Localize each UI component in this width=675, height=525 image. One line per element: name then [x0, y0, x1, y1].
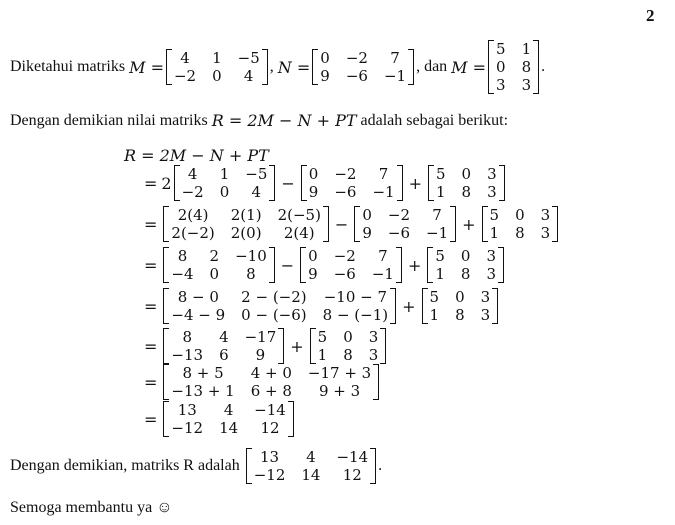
minus-sign: −	[281, 173, 295, 193]
matrix-cell: 2(4)	[177, 206, 209, 224]
matrix-grid	[252, 448, 370, 484]
matrix-cell: −2	[345, 49, 368, 67]
matrix-cell: 0	[212, 67, 222, 85]
matrix-cell: 0	[209, 265, 220, 283]
matrix-grid	[360, 206, 450, 242]
matrix-cell: 0	[343, 328, 353, 346]
plus-sign: +	[290, 336, 304, 356]
matrix-cell: 5	[496, 40, 506, 58]
step-7	[140, 401, 296, 437]
matrix-cell: −14	[336, 448, 369, 466]
matrix-cell: −12	[171, 419, 204, 437]
matrix-cell: 1	[521, 40, 532, 58]
matrix-cell: 9	[320, 67, 330, 85]
matrix-cell: 5	[429, 288, 440, 306]
matrix-cell: −4	[171, 265, 194, 283]
matrix-cell: 9	[255, 346, 266, 364]
matrix-cell: 0	[320, 49, 330, 67]
bracket-right	[269, 165, 275, 201]
matrix-cell: 7	[432, 206, 442, 224]
plus-sign: +	[408, 173, 422, 193]
given-prefix: Diketahui matriks	[10, 58, 126, 75]
matrix-cell: 4	[219, 328, 229, 346]
matrix-cell: 1	[212, 49, 222, 67]
label-m: M =	[129, 57, 164, 77]
matrix-cell: 2 − (−2)	[241, 288, 307, 306]
step-6-a	[163, 364, 379, 400]
matrix-cell: 3	[540, 206, 551, 224]
matrix-cell: −17	[244, 328, 277, 346]
matrix-cell: 6	[219, 346, 229, 364]
matrix-cell: 1	[435, 265, 445, 283]
matrix-cell: 9	[362, 224, 372, 242]
matrix-cell: 4 + 0	[250, 364, 292, 382]
matrix-cell: 2	[209, 247, 220, 265]
matrix-cell: 5	[489, 206, 500, 224]
page-number: 2	[646, 6, 655, 25]
matrix-cell: −6	[387, 224, 410, 242]
matrix-cell: 0	[461, 165, 472, 183]
matrix-grid	[318, 49, 408, 85]
bracket-right	[262, 49, 268, 85]
matrix-cell: 3	[487, 165, 497, 183]
coef: 2	[161, 173, 172, 193]
matrix-cell: −14	[254, 401, 286, 419]
matrix-grid	[169, 364, 373, 400]
step-2	[140, 206, 560, 242]
step-3-b	[300, 247, 402, 283]
matrix-grid	[169, 206, 323, 242]
matrix-cell: 14	[301, 466, 321, 484]
matrix-cell: −4 − 9	[171, 306, 226, 324]
step-6	[140, 364, 381, 400]
matrix-m2	[488, 40, 539, 94]
step-1	[140, 165, 507, 201]
closing-text: Semoga membantu ya ☺	[10, 499, 173, 516]
matrix-cell: 0	[219, 183, 230, 201]
matrix-cell: 3	[540, 224, 551, 242]
conclusion-line	[10, 448, 382, 484]
matrix-cell: 8	[461, 183, 472, 201]
matrix-cell: −1	[383, 67, 407, 85]
matrix-grid	[169, 247, 268, 283]
matrix-cell: 0	[362, 206, 372, 224]
step-3-a	[163, 247, 274, 283]
bracket-right	[533, 40, 539, 94]
matrix-cell: 1	[436, 183, 446, 201]
matrix-cell: 8 − (−1)	[322, 306, 389, 324]
step-3-c	[427, 247, 504, 283]
matrix-m	[166, 49, 268, 85]
matrix-grid	[316, 328, 381, 364]
matrix-cell: −2	[387, 206, 410, 224]
given-line	[10, 40, 545, 94]
minus-sign: −	[334, 214, 349, 234]
bracket-right	[373, 364, 379, 400]
bracket-right	[390, 288, 396, 324]
matrix-cell: 0	[460, 247, 471, 265]
conclusion-end: .	[378, 457, 383, 474]
matrix-cell: 7	[378, 165, 389, 183]
bracket-right	[450, 206, 456, 242]
matrix-cell: 4	[243, 67, 254, 85]
label-n: N =	[277, 57, 311, 77]
bracket-right	[499, 165, 505, 201]
matrix-cell: 8	[460, 265, 471, 283]
matrix-grid	[433, 247, 498, 283]
step-0	[124, 146, 269, 165]
step-3	[140, 247, 506, 283]
step-1-a	[174, 165, 276, 201]
matrix-cell: −2	[173, 67, 197, 85]
matrix-cell: 1	[489, 224, 500, 242]
matrix-cell: −1	[371, 265, 394, 283]
step-2-a	[163, 206, 329, 242]
matrix-cell: 7	[390, 49, 400, 67]
bracket-right	[269, 247, 275, 283]
eq-sign: =	[144, 214, 158, 234]
step-4	[140, 288, 500, 324]
matrix-cell: 0 − (−6)	[241, 306, 307, 324]
matrix-grid	[180, 165, 270, 201]
matrix-cell: −6	[333, 265, 356, 283]
matrix-grid	[434, 165, 499, 201]
matrix-cell: −6	[334, 183, 357, 201]
conclusion-prefix: Dengan demikian, matriks R adalah	[10, 457, 240, 474]
matrix-cell: 13	[260, 448, 280, 466]
bracket-right	[278, 328, 284, 364]
matrix-cell: −5	[245, 165, 268, 183]
statement-suffix: adalah sebagai berikut:	[360, 111, 509, 129]
matrix-grid	[172, 49, 262, 85]
matrix-n	[312, 49, 414, 85]
matrix-cell: 4	[180, 49, 190, 67]
plus-sign: +	[402, 296, 416, 316]
bracket-right	[396, 247, 402, 283]
step-5-a	[163, 328, 284, 364]
matrix-cell: 3	[521, 76, 532, 94]
step-5-c	[310, 328, 387, 364]
matrix-cell: 0	[308, 165, 319, 183]
matrix-cell: −5	[237, 49, 260, 67]
step-1-c	[428, 165, 505, 201]
matrix-cell: 13	[177, 401, 197, 419]
statement-prefix: Dengan demikian nilai matriks	[10, 111, 208, 129]
matrix-cell: 7	[378, 247, 388, 265]
matrix-cell: 2(4)	[283, 224, 315, 242]
matrix-cell: −2	[334, 165, 357, 183]
minus-sign: −	[280, 255, 295, 275]
matrix-grid	[488, 206, 553, 242]
matrix-cell: 8	[455, 306, 465, 324]
end-dot: .	[541, 58, 546, 75]
matrix-cell: −2	[181, 183, 204, 201]
matrix-cell: −13 + 1	[171, 382, 235, 400]
matrix-cell: 3	[368, 328, 379, 346]
matrix-cell: −10 − 7	[323, 288, 388, 306]
bracket-right	[370, 448, 376, 484]
matrix-cell: 5	[435, 247, 445, 265]
dan-text: , dan	[416, 58, 448, 75]
matrix-grid	[169, 288, 390, 324]
matrix-cell: −2	[333, 247, 356, 265]
bracket-right	[380, 328, 386, 364]
bracket-right	[288, 401, 294, 437]
bracket-right	[408, 49, 414, 85]
matrix-cell: 4	[251, 183, 262, 201]
matrix-cell: 8	[515, 224, 525, 242]
matrix-cell: 0	[515, 206, 525, 224]
matrix-cell: 8	[177, 247, 188, 265]
matrix-cell: 3	[487, 183, 497, 201]
matrix-cell: 0	[308, 247, 318, 265]
matrix-cell: −10	[235, 247, 267, 265]
matrix-cell: 12	[342, 466, 362, 484]
matrix-cell: 3	[368, 346, 379, 364]
matrix-grid	[307, 165, 397, 201]
eq-sign: =	[144, 409, 158, 429]
eq-sign: =	[144, 296, 158, 316]
eq-sign: =	[144, 336, 158, 356]
step-2-b	[354, 206, 456, 242]
matrix-cell: 0	[455, 288, 465, 306]
matrix-cell: 6 + 8	[250, 382, 292, 400]
matrix-grid	[169, 328, 278, 364]
matrix-cell: 9 + 3	[318, 382, 361, 400]
matrix-cell: 0	[496, 58, 506, 76]
matrix-cell: 8 − 0	[177, 288, 219, 306]
matrix-cell: 1	[429, 306, 440, 324]
matrix-cell: 2(1)	[230, 206, 262, 224]
matrix-cell: 2(−5)	[277, 206, 321, 224]
matrix-cell: 4	[223, 401, 234, 419]
comma: ,	[269, 58, 274, 75]
bracket-right	[498, 247, 504, 283]
matrix-cell: 3	[480, 288, 491, 306]
matrix-cell: 4	[306, 448, 316, 466]
matrix-cell: −12	[253, 466, 286, 484]
matrix-cell: 3	[486, 265, 496, 283]
statement-line	[10, 111, 508, 130]
step-4-a	[163, 288, 396, 324]
label-m2: M =	[451, 57, 487, 77]
bracket-right	[323, 206, 329, 242]
matrix-cell: 1	[317, 346, 328, 364]
matrix-cell: −6	[345, 67, 368, 85]
plus-sign: +	[407, 255, 422, 275]
matrix-cell: 3	[480, 306, 491, 324]
matrix-cell: 9	[308, 183, 319, 201]
matrix-cell: 4	[187, 165, 198, 183]
matrix-cell: 8	[246, 265, 256, 283]
step-5	[140, 328, 388, 364]
matrix-cell: 12	[260, 419, 280, 437]
step-4-c	[422, 288, 499, 324]
matrix-cell: −13	[171, 346, 204, 364]
matrix-cell: 8 + 5	[182, 364, 224, 382]
bracket-right	[397, 165, 403, 201]
matrix-cell: 3	[496, 76, 506, 94]
matrix-cell: 9	[308, 265, 318, 283]
matrix-cell: −17 + 3	[307, 364, 372, 382]
matrix-cell: 8	[521, 58, 532, 76]
matrix-cell: 8	[343, 346, 353, 364]
statement-sup: T	[345, 111, 357, 130]
matrix-grid	[428, 288, 493, 324]
bracket-right	[552, 206, 558, 242]
matrix-cell: 3	[486, 247, 496, 265]
step-lhs-sup: T	[258, 146, 269, 165]
plus-sign: +	[462, 214, 476, 234]
matrix-cell: −1	[372, 183, 395, 201]
eq-sign: =	[144, 255, 158, 275]
bracket-right	[492, 288, 498, 324]
matrix-cell: −1	[426, 224, 449, 242]
step-lhs: R = 2M − N + P	[124, 146, 259, 165]
matrix-r	[246, 448, 376, 484]
matrix-cell: 5	[317, 328, 328, 346]
matrix-cell: 14	[219, 419, 239, 437]
step-2-c	[482, 206, 559, 242]
matrix-cell: 5	[436, 165, 446, 183]
matrix-cell: 8	[182, 328, 192, 346]
step-1-b	[301, 165, 403, 201]
matrix-cell: 2(0)	[230, 224, 262, 242]
matrix-cell: 1	[219, 165, 230, 183]
matrix-grid	[306, 247, 396, 283]
matrix-grid	[169, 401, 287, 437]
step-7-a	[163, 401, 293, 437]
statement-expr: R = 2M − N + P	[211, 111, 346, 130]
matrix-grid	[494, 40, 533, 94]
matrix-cell: 2(−2)	[171, 224, 215, 242]
eq-sign: =	[144, 173, 158, 193]
eq-sign: =	[144, 372, 158, 392]
